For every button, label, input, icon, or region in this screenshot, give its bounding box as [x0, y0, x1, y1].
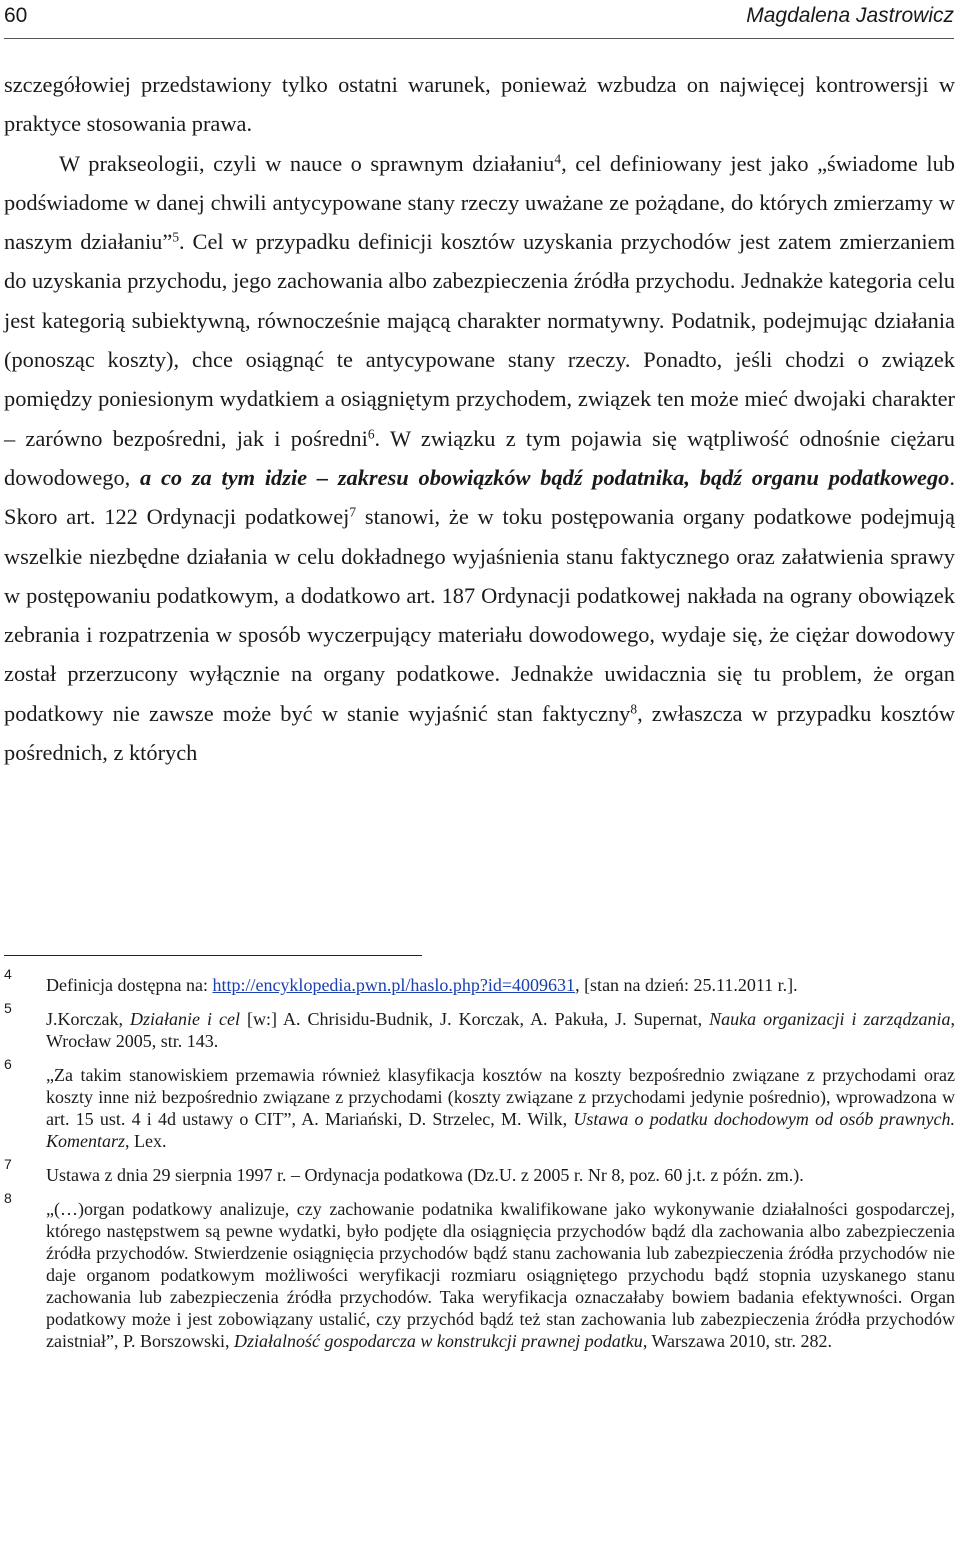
- footnote-text: Definicja dostępna na:: [46, 975, 213, 995]
- footnote-4: [4, 966, 955, 996]
- paragraph-2-text-e: . Skoro art. 122 Ordynacji podatkowej: [4, 464, 955, 530]
- footnote-ref-6[interactable]: 6: [367, 426, 375, 442]
- paragraph-2-text-g: , zwłaszcza w przypadku kosztów pośrednich, z których: [4, 700, 956, 766]
- footnote-text: , Lex.: [125, 1131, 167, 1151]
- main-text: [4, 65, 955, 772]
- footnote-number: 5: [4, 1000, 12, 1016]
- paragraph-2-text-b: , cel definiowany jest jako „świadome lub podświadome w danej chwili antycypowane stany rzeczy uważane ze pożądane, do których zmierzamy w naszym działaniu”: [4, 150, 955, 255]
- footnote-divider: [4, 955, 422, 956]
- running-header-author: Magdalena Jastrowicz: [746, 4, 954, 27]
- paragraph-2-text-d: . W związku z tym pojawia się wątpliwość odnośnie ciężaru dowodowego,: [4, 425, 955, 490]
- footnote-text: J.Korczak,: [46, 1009, 130, 1029]
- paragraph-2-text-c: . Cel w przypadku definicji kosztów uzyskania przychodów jest zatem zmierzaniem do uzyskania przychodu, jego zachowania albo zabezpieczenia źródła przychodu. Jednakże kategoria celu jest kategorią subiektywną, równocześnie mającą charakter normatywny. Podatnik, podejmując działania (ponosząc koszty), chce osiągnąć te antycypowane stany rzeczy. Ponadto, jeśli chodzi o związek pomiędzy poniesionym wydatkiem a osiągniętym przychodem, związek ten może mieć dwojaki charakter – zarówno bezpośredni, jak i pośredni: [4, 229, 955, 451]
- footnote-number: 8: [4, 1190, 12, 1206]
- footnote-text: „(…)organ podatkowy analizuje, czy zachowanie podatnika kwalifikowane jako wykonywanie działalności gospodarczej, którego następstwem są pewne wydatki, było podjęte dla osiągnięcia przychodów bądź dla zachowania albo zabezpieczenia źródła przychodów. Stwierdzenie osiągnięcia przychodów bądź stanu zachowania lub zabezpieczenia źródła przychodów nie daje organom podatkowym możliwości weryfikacji rozmiaru osiągniętego przychodu bądź stopnia uzyskanego stanu zachowania lub zabezpieczenia źródła przychodów. Taka weryfikacja oznaczałaby bowiem badania efektywności. Organ podatkowy może i jest zobowiązany ustalić, czy przychód bądź też stan zachowania lub zabezpieczenia źródła przychodów zaistniał”, P. Borszowski,: [46, 1199, 955, 1351]
- footnote-title: Ustawa o podatku dochodowym od osób prawnych. Komentarz: [46, 1109, 956, 1151]
- paragraph-2: [4, 144, 955, 773]
- footnote-text: , [stan na dzień: 25.11.2011 r.].: [575, 975, 798, 995]
- footnote-text: [w:] A. Chrisidu-Budnik, J. Korczak, A. Pakuła, J. Supernat,: [240, 1009, 710, 1029]
- paragraph-1-text: szczegółowiej przedstawiony tylko ostatni warunek, ponieważ wzbudza on najwięcej kontrowersji w praktyce stosowania prawa.: [4, 72, 955, 137]
- footnote-number: 7: [4, 1156, 12, 1172]
- footnote-text: „Za takim stanowiskiem przemawia również klasyfikacja kosztów na koszty bezpośrednio związane z przychodami oraz koszty inne niż bezpośrednio związane z przychodami (koszty związane z przychodami jedynie pośrednio), wprowadzona w art. 15 ust. 4 i 4d ustawy o CIT”, A. Mariański, D. Strzelec, M. Wilk,: [46, 1065, 955, 1129]
- footnote-ref-5[interactable]: 5: [172, 229, 180, 245]
- footnote-title: Działanie i cel: [129, 1009, 240, 1029]
- page-number: 60: [4, 4, 28, 27]
- footnote-ref-8[interactable]: 8: [630, 701, 638, 717]
- footnote-ref-7[interactable]: 7: [349, 504, 357, 520]
- paragraph-2-text-f: stanowi, że w toku postępowania organy podatkowe podejmują wszelkie niezbędne działania w celu dokładnego wyjaśnienia stanu faktycznego oraz załatwienia sprawy w postępowaniu podatkowym, a dodatkowo art. 187 Ordynacji podatkowej nakłada na ograny obowiązek zebrania i rozpatrzenia w sposób wyczerpujący materiału dowodowego, wydaje się, że ciężar dowodowy został przerzucony wyłącznie na organy podatkowe. Jednakże uwidacznia się tu problem, że organ podatkowy nie zawsze może być w stanie wyjaśnić stan faktyczny: [4, 504, 955, 726]
- footnote-text: , Warszawa 2010, str. 282.: [642, 1331, 832, 1351]
- paragraph-2-text-a: W prakseologii, czyli w nauce o sprawnym działaniu: [59, 150, 555, 176]
- running-header: [4, 0, 954, 39]
- encyclopedia-link[interactable]: http://encyklopedia.pwn.pl/haslo.php?id=4009631: [212, 975, 576, 995]
- paragraph-1: [4, 65, 955, 144]
- paragraph-2-emphasis: a co za tym idzie – zakresu obowiązków bądź podatnika, bądź organu podatkowego: [140, 464, 950, 490]
- footnote-number: 4: [4, 966, 12, 982]
- footnote-title: Działalność gospodarcza w konstrukcji prawnej podatku: [233, 1331, 643, 1351]
- footnote-8: [4, 1190, 955, 1352]
- footnote-title: Nauka organizacji i zarządzania: [709, 1009, 951, 1029]
- footnote-text: , Wrocław 2005, str. 143.: [46, 1009, 956, 1051]
- footnote-number: 6: [4, 1056, 12, 1072]
- footnotes: [4, 966, 956, 1364]
- footnote-5: [4, 1000, 956, 1052]
- footnote-ref-4[interactable]: 4: [554, 151, 562, 167]
- footnote-text: Ustawa z dnia 29 sierpnia 1997 r. – Ordynacja podatkowa (Dz.U. z 2005 r. Nr 8, poz. 60 j.t. z późn. zm.).: [46, 1165, 804, 1185]
- footnote-6: [4, 1056, 956, 1152]
- footnote-7: [4, 1156, 955, 1186]
